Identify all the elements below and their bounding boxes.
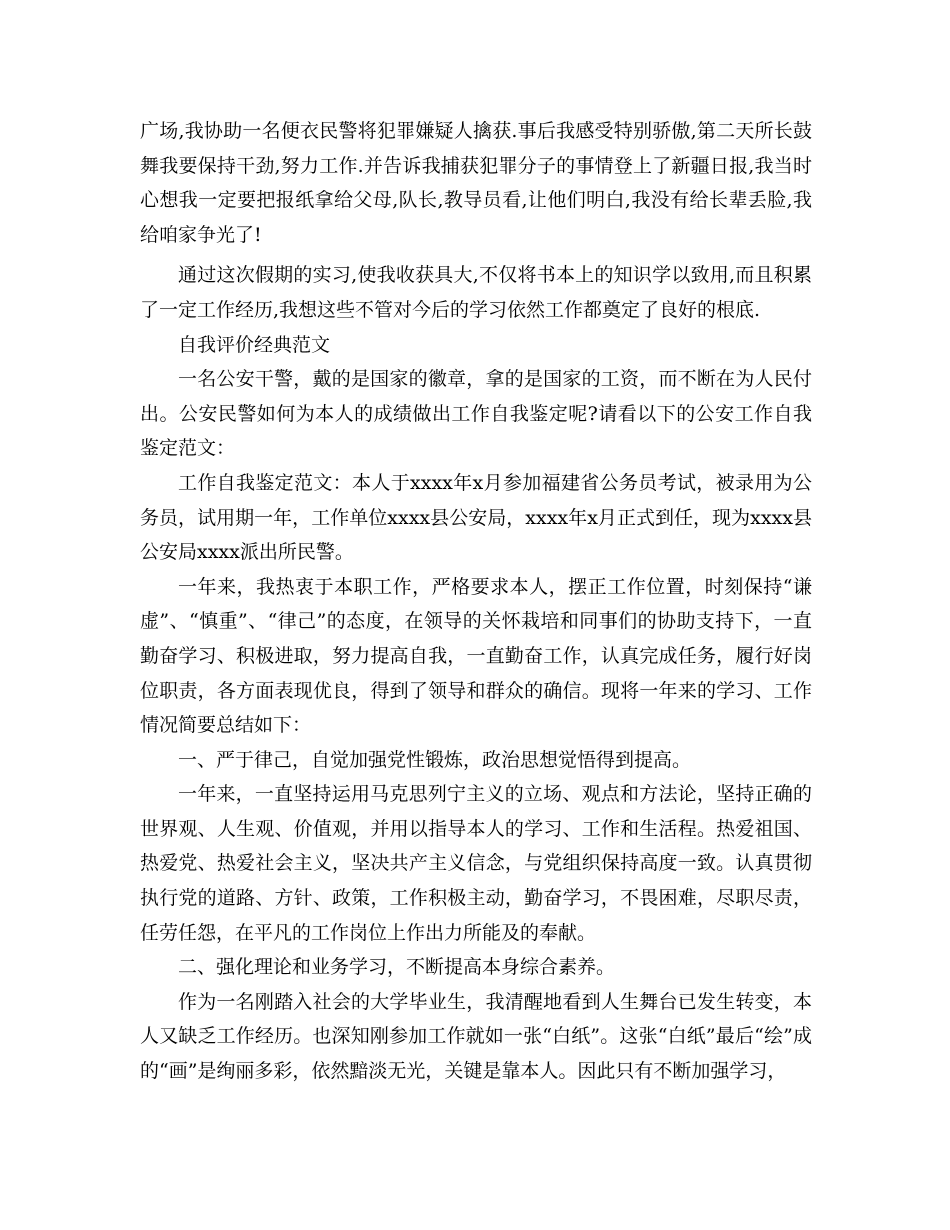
paragraph-2: 通过这次假期的实习,使我收获具大,不仅将书本上的知识学以致用,而且积累了一定工作经历,我想这些不管对今后的学习依然工作都奠定了良好的根底.: [140, 264, 812, 321]
paragraph-4: 工作自我鉴定范文：本人于xxxx年x月参加福建省公务员考试，被录用为公务员，试用期一年，工作单位xxxx县公安局，xxxx年x月正式到任，现为xxxx县公安局xxxx派出所民警。: [140, 471, 812, 564]
subheading-1: 一、严于律己，自觉加强党性锻炼，政治思想觉悟得到提高。: [178, 748, 692, 771]
document-body: [140, 114, 812, 1089]
paragraph-6: 一年来，一直坚持运用马克思列宁主义的立场、观点和方法论，坚持正确的世界观、人生观、价值观，并用以指导本人的学习、工作和生活程。热爱祖国、热爱党、热爱社会主义，坚决共产主义信念，与党组织保持高度一致。认真贯彻执行党的道路、方针、政策，工作积极主动，勤奋学习，不畏困难，尽职尽责，任劳任怨，在平凡的工作岗位上作出力所能及的奉献。: [140, 783, 812, 944]
paragraph-3: 一名公安干警，戴的是国家的徽章，拿的是国家的工资，而不断在为人民付出。公安民警如何为本人的成绩做出工作自我鉴定呢?请看以下的公安工作自我鉴定范文：: [140, 368, 812, 460]
section-heading: 自我评价经典范文: [178, 333, 331, 356]
paragraph-7: 作为一名刚踏入社会的大学毕业生，我清醒地看到人生舞台已发生转变，本人又缺乏工作经历。也深知刚参加工作就如一张“白纸”。这张“白纸”最后“绘”成的“画”是绚丽多彩，依然黯淡无光，关键是靠本人。因此只有不断加强学习，: [140, 990, 812, 1083]
paragraph-5: 一年来，我热衷于本职工作，严格要求本人，摆正工作位置，时刻保持“谦虚”、“慎重”、“律己”的态度，在领导的关怀栽培和同事们的协助支持下，一直勤奋学习、积极进取，努力提高自我，一直勤奋工作，认真完成任务，履行好岗位职责，各方面表现优良，得到了领导和群众的确信。现将一年来的学习、工作情况简要总结如下：: [140, 575, 812, 737]
paragraph-1: 广场,我协助一名便衣民警将犯罪嫌疑人擒获.事后我感受特别骄傲,第二天所长鼓舞我要保持干劲,努力工作.并告诉我捕获犯罪分子的事情登上了新疆日报,我当时心想我一定要把报纸拿给父母,队长,教导员看,让他们明白,我没有给长辈丢脸,我给咱家争光了!: [140, 120, 812, 246]
subheading-2: 二、强化理论和业务学习，不断提高本身综合素养。: [178, 956, 616, 979]
